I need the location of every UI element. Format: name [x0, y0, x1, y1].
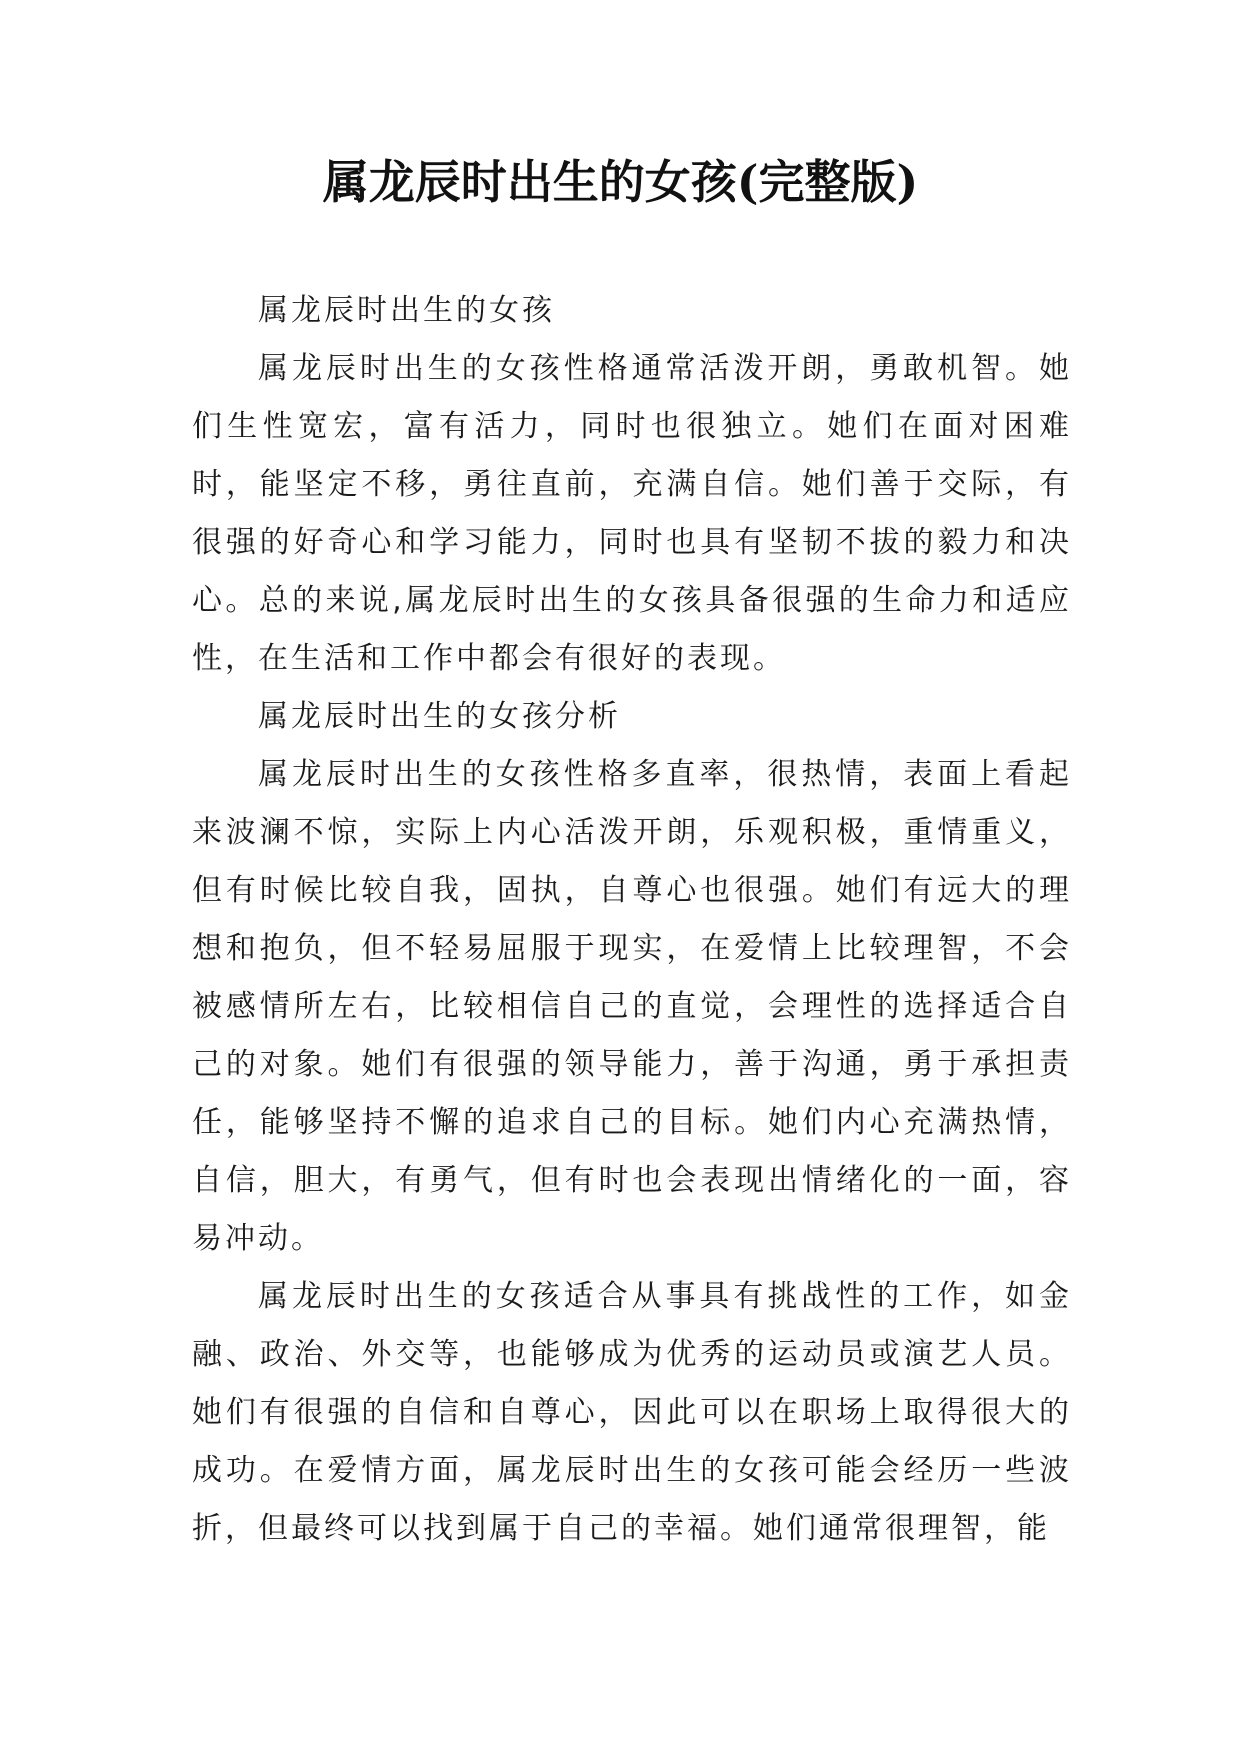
- paragraph: 属龙辰时出生的女孩适合从事具有挑战性的工作，如金融、政治、外交等，也能够成为优秀的运动员或演艺人员。她们有很强的自信和自尊心，因此可以在职场上取得很大的成功。在爱情方面，属龙辰时出生的女孩可能会经历一些波折，但最终可以找到属于自己的幸福。她们通常很理智，能: [192, 1279, 1072, 1546]
- section-heading: 属龙辰时出生的女孩分析: [258, 699, 621, 734]
- section-heading: 属龙辰时出生的女孩: [258, 293, 555, 328]
- document-body: [192, 282, 1072, 1558]
- document-title: 属龙辰时出生的女孩(完整版): [322, 155, 919, 209]
- paragraph: 属龙辰时出生的女孩性格多直率，很热情，表面上看起来波澜不惊，实际上内心活泼开朗，乐观积极，重情重义，但有时候比较自我，固执，自尊心也很强。她们有远大的理想和抱负，但不轻易屈服于现实，在爱情上比较理智，不会被感情所左右，比较相信自己的直觉，会理性的选择适合自己的对象。她们有很强的领导能力，善于沟通，勇于承担责任，能够坚持不懈的追求自己的目标。她们内心充满热情，自信，胆大，有勇气，但有时也会表现出情绪化的一面，容易冲动。: [192, 757, 1072, 1256]
- paragraph: 属龙辰时出生的女孩性格通常活泼开朗，勇敢机智。她们生性宽宏，富有活力，同时也很独立。她们在面对困难时，能坚定不移，勇往直前，充满自信。她们善于交际，有很强的好奇心和学习能力，同时也具有坚韧不拔的毅力和决心。总的来说,属龙辰时出生的女孩具备很强的生命力和适应性，在生活和工作中都会有很好的表现。: [192, 351, 1072, 676]
